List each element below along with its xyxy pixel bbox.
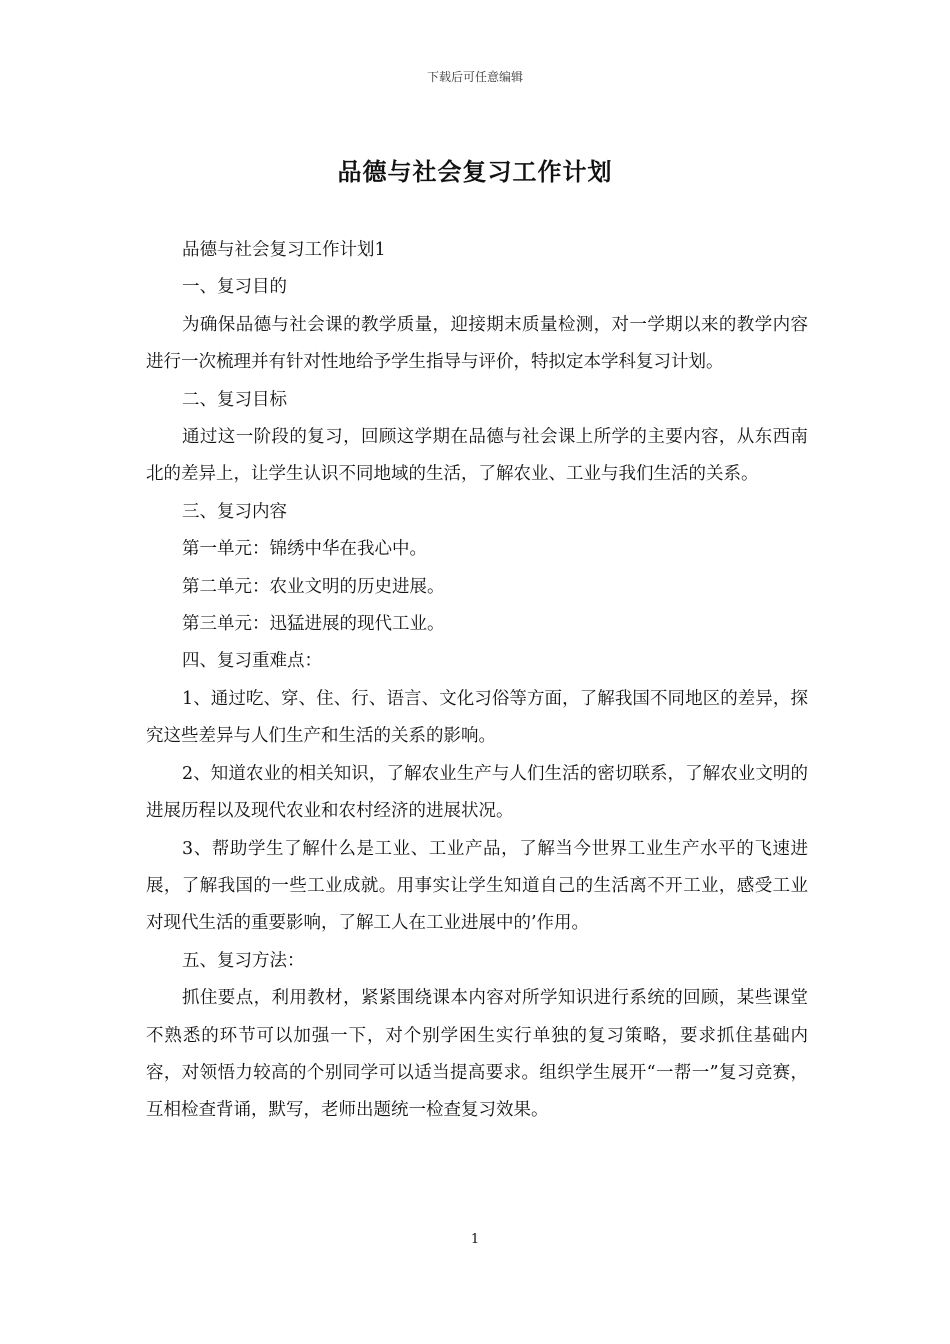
header-note: 下载后可任意编辑 bbox=[426, 70, 523, 84]
section-heading: 二、复习目标 bbox=[182, 389, 287, 410]
document-title: 品德与社会复习工作计划 bbox=[337, 157, 613, 186]
list-item: 第三单元：迅猛进展的现代工业。 bbox=[182, 614, 445, 635]
section-heading: 一、复习目的 bbox=[182, 277, 287, 298]
paragraph: 通过这一阶段的复习，回顾这学期在品德与社会课上所学的主要内容，从东西南北的差异上，让学生认识不同地域的生活，了解农业、工业与我们生活的关系。 bbox=[146, 427, 808, 485]
list-item: 第一单元：锦绣中华在我心中。 bbox=[182, 539, 427, 560]
list-item: 1、通过吃、穿、住、行、语言、文化习俗等方面，了解我国不同地区的差异，探究这些差异与人们生产和生活的关系的影响。 bbox=[146, 688, 808, 747]
document-body bbox=[146, 232, 808, 1130]
page-number: 1 bbox=[470, 1232, 480, 1247]
list-item: 2、知道农业的相关知识，了解农业生产与人们生活的密切联系，了解农业文明的进展历程以及现代农业和农村经济的进展状况。 bbox=[146, 763, 808, 822]
paragraph: 品德与社会复习工作计划1 bbox=[182, 240, 386, 260]
section-heading: 五、复习方法： bbox=[182, 950, 305, 971]
list-item: 第二单元：农业文明的历史进展。 bbox=[182, 576, 445, 597]
list-item: 3、帮助学生了解什么是工业、工业产品，了解当今世界工业生产水平的飞速进展，了解我国的一些工业成就。用事实让学生知道自己的生活离不开工业，感受工业对现代生活的重要影响，了解工人在工业进展中的’作用。 bbox=[146, 838, 808, 934]
section-heading: 四、复习重难点： bbox=[182, 651, 322, 672]
section-heading: 三、复习内容 bbox=[182, 501, 287, 522]
paragraph: 为确保品德与社会课的教学质量，迎接期末质量检测，对一学期以来的教学内容进行一次梳理并有针对性地给予学生指导与评价，特拟定本学科复习计划。 bbox=[146, 314, 808, 373]
paragraph: 抓住要点，利用教材，紧紧围绕课本内容对所学知识进行系统的回顾，某些课堂不熟悉的环节可以加强一下，对个别学困生实行单独的复习策略，要求抓住基础内容，对领悟力较高的个别同学可以适当提高要求。组织学生展开“一帮一”复习竞赛，互相检查背诵，默写，老师出题统一检查复习效果。 bbox=[146, 988, 808, 1121]
